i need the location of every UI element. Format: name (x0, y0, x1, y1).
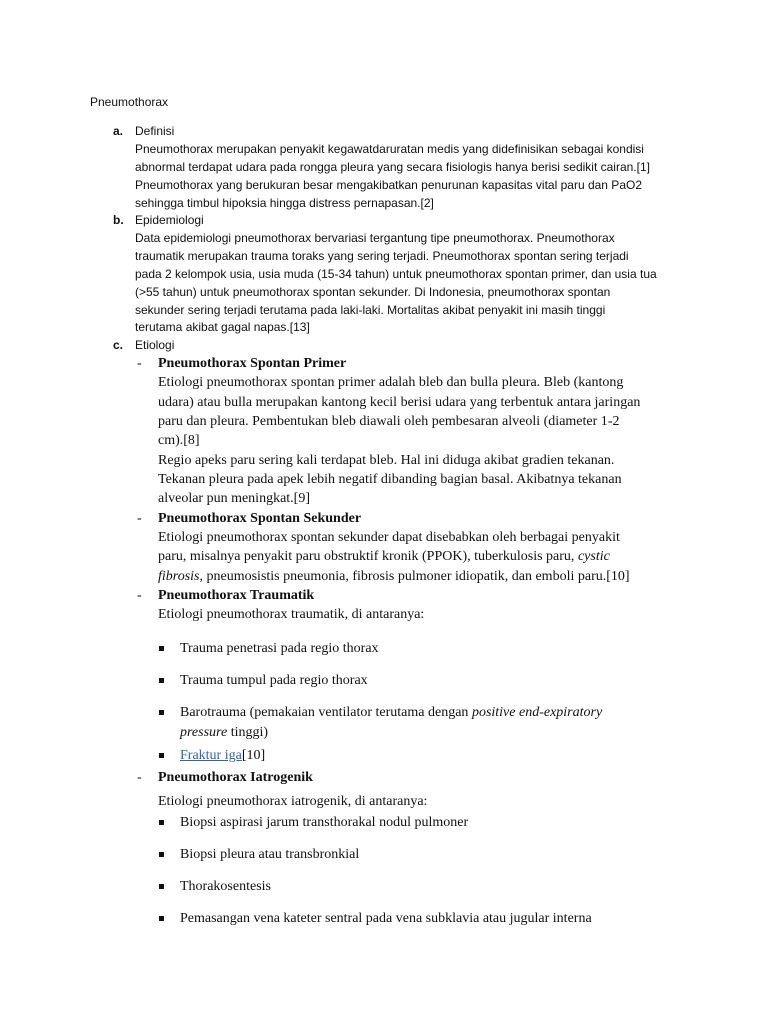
sekunder-line (158, 567, 630, 587)
primer-line: alveolar pun meningkat.[9] (158, 491, 311, 506)
epidemiologi-line: Data epidemiologi pneumothorax bervariasi tergantung tipe pneumothorax. Pneumothorax (135, 231, 615, 245)
iatrogenik-intro: Etiologi pneumothorax iatrogenik, di antaranya: (158, 794, 428, 809)
bullet-italic: pressure (180, 725, 228, 740)
sekunder-text: , pneumosistis pneumonia, fibrosis pulmoner idiopatik, dan emboli paru.[10] (199, 569, 630, 584)
sekunder-italic: cystic (577, 549, 610, 564)
iatrogenik-heading: Pneumothorax Iatrogenik (158, 770, 313, 785)
definisi-line: abnormal terdapat udara pada rongga pleura yang secara fisiologis hanya berisi sedikit cairan.[1] (135, 160, 650, 174)
section-c-marker: c. (113, 338, 124, 352)
traumatik-bullet (180, 746, 265, 766)
sekunder-heading: Pneumothorax Spontan Sekunder (158, 511, 362, 526)
fraktur-iga-link[interactable]: Fraktur iga (180, 748, 242, 763)
primer-heading: Pneumothorax Spontan Primer (158, 356, 347, 371)
bullet-marker (159, 852, 164, 857)
primer-line: Etiologi pneumothorax spontan primer adalah bleb dan bulla pleura. Bleb (kantong (158, 375, 624, 390)
section-b-heading: Epidemiologi (135, 213, 204, 227)
bullet-marker (159, 884, 164, 889)
primer-line: Tekanan pleura pada apek lebih negatif dibanding bagian basal. Akibatnya tekanan (158, 472, 622, 487)
bullet-marker (159, 710, 164, 715)
traumatik-intro: Etiologi pneumothorax traumatik, di antaranya: (158, 607, 425, 622)
dash-marker: - (137, 588, 142, 603)
definisi-line: Pneumothorax merupakan penyakit kegawatdaruratan medis yang didefinisikan sebagai kondisi (135, 142, 644, 156)
bullet-marker (159, 646, 164, 651)
bullet-marker (159, 820, 164, 825)
epidemiologi-line: sekunder sering terjadi terutama pada laki-laki. Mortalitas akibat penyakit ini masih tinggi (135, 303, 606, 317)
iatrogenik-bullet: Biopsi aspirasi jarum transthorakal nodul pulmoner (180, 815, 469, 830)
section-a-marker: a. (113, 124, 124, 138)
primer-line: Regio apeks paru sering kali terdapat bleb. Hal ini diduga akibat gradien tekanan. (158, 453, 615, 468)
primer-line: udara) atau bulla merupakan kantong kecil berisi udara yang terbentuk antara jaringan (158, 395, 641, 410)
epidemiologi-line: terutama akibat gagal napas.[13] (135, 320, 310, 334)
sekunder-line (158, 547, 610, 567)
traumatik-bullet: Trauma penetrasi pada regio thorax (180, 641, 379, 656)
sekunder-text: paru, misalnya penyakit paru obstruktif kronik (PPOK), tuberkulosis paru, (158, 549, 578, 564)
traumatik-bullet-cont (180, 723, 268, 743)
dash-marker: - (137, 770, 142, 785)
section-a-heading: Definisi (135, 124, 175, 138)
primer-line: paru dan pleura. Pembentukan bleb diawali oleh pembesaran alveoli (diameter 1-2 (158, 414, 620, 429)
bullet-text: Barotrauma (pemakaian ventilator terutama dengan (180, 705, 472, 720)
bullet-text: tinggi) (227, 725, 269, 740)
definisi-line: sehingga timbul hipoksia hingga distress pernapasan.[2] (135, 196, 434, 210)
dash-marker: - (137, 356, 142, 371)
bullet-ref: [10] (241, 748, 266, 763)
traumatik-bullet (180, 703, 602, 723)
document-title: Pneumothorax (90, 95, 169, 109)
epidemiologi-line: traumatik merupakan trauma toraks yang sering terjadi. Pneumothorax spontan sering terjadi (135, 249, 629, 263)
iatrogenik-bullet: Pemasangan vena kateter sentral pada vena subklavia atau jugular interna (180, 911, 592, 926)
section-b-marker: b. (113, 213, 124, 227)
primer-line: cm).[8] (158, 433, 200, 448)
traumatik-bullet: Trauma tumpul pada regio thorax (180, 673, 368, 688)
epidemiologi-line: (>55 tahun) untuk pneumothorax spontan sekunder. Di Indonesia, pneumothorax spontan (135, 285, 611, 299)
epidemiologi-line: pada 2 kelompok usia, usia muda (15-34 tahun) untuk pneumothorax spontan primer, dan usia tua (135, 267, 657, 281)
dash-marker: - (137, 511, 142, 526)
bullet-marker (159, 753, 164, 758)
bullet-marker (159, 916, 164, 921)
definisi-line: Pneumothorax yang berukuran besar mengakibatkan penurunan kapasitas vital paru dan PaO2 (135, 178, 642, 192)
sekunder-line: Etiologi pneumothorax spontan sekunder dapat disebabkan oleh berbagai penyakit (158, 530, 620, 545)
section-c-heading: Etiologi (135, 338, 175, 352)
sekunder-italic: fibrosis (158, 569, 200, 584)
iatrogenik-bullet: Thorakosentesis (180, 879, 271, 894)
traumatik-heading: Pneumothorax Traumatik (158, 588, 315, 603)
bullet-italic: positive end-expiratory (471, 705, 603, 720)
iatrogenik-bullet: Biopsi pleura atau transbronkial (180, 847, 360, 862)
bullet-marker (159, 678, 164, 683)
